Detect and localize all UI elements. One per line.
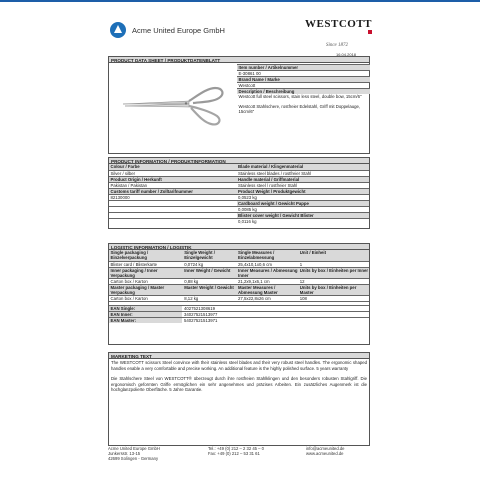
weight-value: 0,0523 kg — [238, 195, 257, 200]
inner-units-value: 12 — [299, 279, 305, 284]
ean-single-value: 4027521308619 — [183, 306, 216, 311]
cardboard-value: 0,0085 kg — [238, 207, 257, 212]
item-number-label: Item number / Artikelnummer — [237, 65, 370, 70]
master-weight-header: Master Weight / Gewicht — [183, 285, 237, 295]
marketing-text-de: Die Stahlschere Steel von WESTCOTT® überzeugt durch ihre rostfreien Stahlklingen und den besonders robusten Stahlgriff. Die ergonomisch geformten Griffe ermöglichen ein sehr angenehmes und präzises Arbeiten. Ein zusätzliches Augenmerk ist die hochglanzpolierte Oberfläche. 5 Jahre Garantie. — [111, 376, 367, 392]
footer-city: 42699 Solingen - Germany — [108, 456, 159, 462]
brand-mark-icon — [368, 30, 372, 34]
unit-header: Unit / Einheit — [298, 250, 369, 261]
brand-value: Westcott — [238, 83, 256, 88]
acme-logo-icon — [110, 22, 126, 38]
footer — [108, 446, 370, 462]
inner-units-header: Units by box / Einheiten per Inner — [298, 268, 369, 278]
single-pack-value: Blister card / Blisterkarte — [110, 262, 158, 267]
weight-label: Product Weight / Produktgewicht — [237, 189, 369, 194]
ean-inner-label: EAN Inner: — [109, 312, 182, 317]
single-unit-value: 1 — [299, 262, 303, 267]
section-title: PRODUCT INFORMATION / PRODUKTINFORMATION — [109, 158, 369, 164]
footer-company: Acme United Europe GmbH — [108, 446, 160, 451]
master-pack-header: Master packaging / Master Verpackung — [109, 285, 183, 295]
colour-value: Silver / silber — [110, 171, 136, 176]
master-units-value: 108 — [299, 296, 307, 301]
ean-master-value: 54027521513971 — [183, 318, 218, 323]
footer-tel: Tel.: +49 (0) 212 – 2 32 45 – 0 — [208, 446, 264, 451]
footer-street: Junkersstr. 13-15 — [108, 451, 141, 457]
westcott-logo — [302, 18, 372, 48]
product-information — [108, 157, 370, 229]
handle-label: Handle material / Griffmaterial — [237, 177, 369, 182]
origin-value: Pakistan / Pakistan — [110, 183, 148, 188]
blade-label: Blade material / Klingenmaterial — [237, 164, 369, 170]
section-title: PRODUCT DATA SHEET / PRODUKTDATENBLATT — [109, 57, 369, 63]
description-en: Westcott full steel scissors, stain less steel, double bow, 15cm/6" — [238, 94, 362, 99]
description-label: Description / Beschreibung — [237, 89, 370, 94]
single-pack-header: Single packaging / Einzelverpackung — [109, 250, 183, 261]
blade-value: Stainless steel blades / rostfreier Stahl — [238, 171, 312, 176]
inner-weight-value: 0,88 kg — [184, 279, 199, 284]
footer-email[interactable]: info@acmeunited.de — [306, 446, 345, 451]
logistic-information — [108, 243, 370, 345]
tariff-value: 82130000 — [110, 195, 130, 200]
inner-measures-value: 21,2x9,1x6,1 cm — [238, 279, 270, 284]
footer-website[interactable]: www.acmeunited.de — [306, 451, 344, 457]
single-measures-value: 25,4x10,1x0,6 cm — [238, 262, 272, 267]
ean-inner-value: 34027521513977 — [183, 312, 218, 317]
brand-label: Brand Name / Marke — [237, 77, 370, 82]
inner-pack-header: Inner packaging / Inner Verpackung — [109, 268, 183, 278]
footer-fax: Fax: +49 (0) 212 – 53 31 61 — [208, 451, 260, 457]
document-date: 16.04.2018 — [336, 52, 357, 57]
tariff-label: Customs tariff number / Zolltarifnummer — [109, 189, 237, 194]
blister-value: 0,0116 kg — [238, 219, 257, 224]
scissors-image — [119, 74, 229, 129]
single-measures-header: Single Measures / Einzelabmessung — [237, 250, 299, 261]
ean-single-label: EAN Single: — [109, 306, 182, 311]
master-units-header: Units by box / Einheiten per Master — [298, 285, 369, 295]
master-weight-value: 8,12 kg — [184, 296, 199, 301]
acme-logo — [110, 22, 225, 38]
brand-tagline: Since 1872 — [325, 43, 349, 48]
inner-measures-header: Inner Measures / Abmessung Inner — [238, 268, 298, 278]
company-name: Acme United Europe GmbH — [132, 25, 225, 35]
section-title: LOGISTIC INFORMATION / LOGISTIK — [109, 244, 369, 250]
master-measures-header: Master Measures / Abmessung Master — [237, 285, 299, 295]
header-accent-bar — [0, 0, 480, 2]
single-weight-value: 0,0724 kg — [184, 262, 204, 267]
cardboard-label: Cardboard weight / Gewicht Pappe — [237, 201, 369, 206]
description-de: Westcott Stahlschere, rostfreier Edelstahl, Griff mit Doppelauge, 15cm/6" — [238, 103, 361, 115]
master-measures-value: 27,5x22,8x26 cm — [238, 296, 271, 301]
brand-name: WESTCOTT — [305, 18, 372, 30]
single-weight-header: Single Weight / Einzelgewicht — [183, 250, 237, 261]
ean-master-label: EAN Master: — [109, 318, 182, 323]
inner-pack-value: Carton box / Karton — [110, 279, 148, 284]
marketing-text — [108, 352, 370, 446]
origin-label: Product Origin / Herkunft — [109, 177, 237, 182]
inner-weight-header: Inner Weight / Gewicht — [183, 268, 237, 278]
master-pack-value: Carton box / Karton — [110, 296, 148, 301]
colour-label: Colour / Farbe — [109, 164, 237, 170]
product-data-sheet — [108, 56, 370, 154]
blister-label: Blister cover weight / Gewicht Blister — [237, 213, 369, 218]
section-title: MARKETING TEXT — [109, 353, 369, 359]
handle-value: Stainless steel / rostfreier Stahl — [238, 183, 298, 188]
item-number-value: E-30861 00 — [238, 71, 261, 76]
marketing-text-en: The WESTCOTT scissors Steel convince with their stainless steel blades and their very robust steel handles. The ergonomic shaped handles enable a very comfortable and precise working. An additional feature is the highly polished surface. 5 years warranty — [111, 360, 367, 371]
